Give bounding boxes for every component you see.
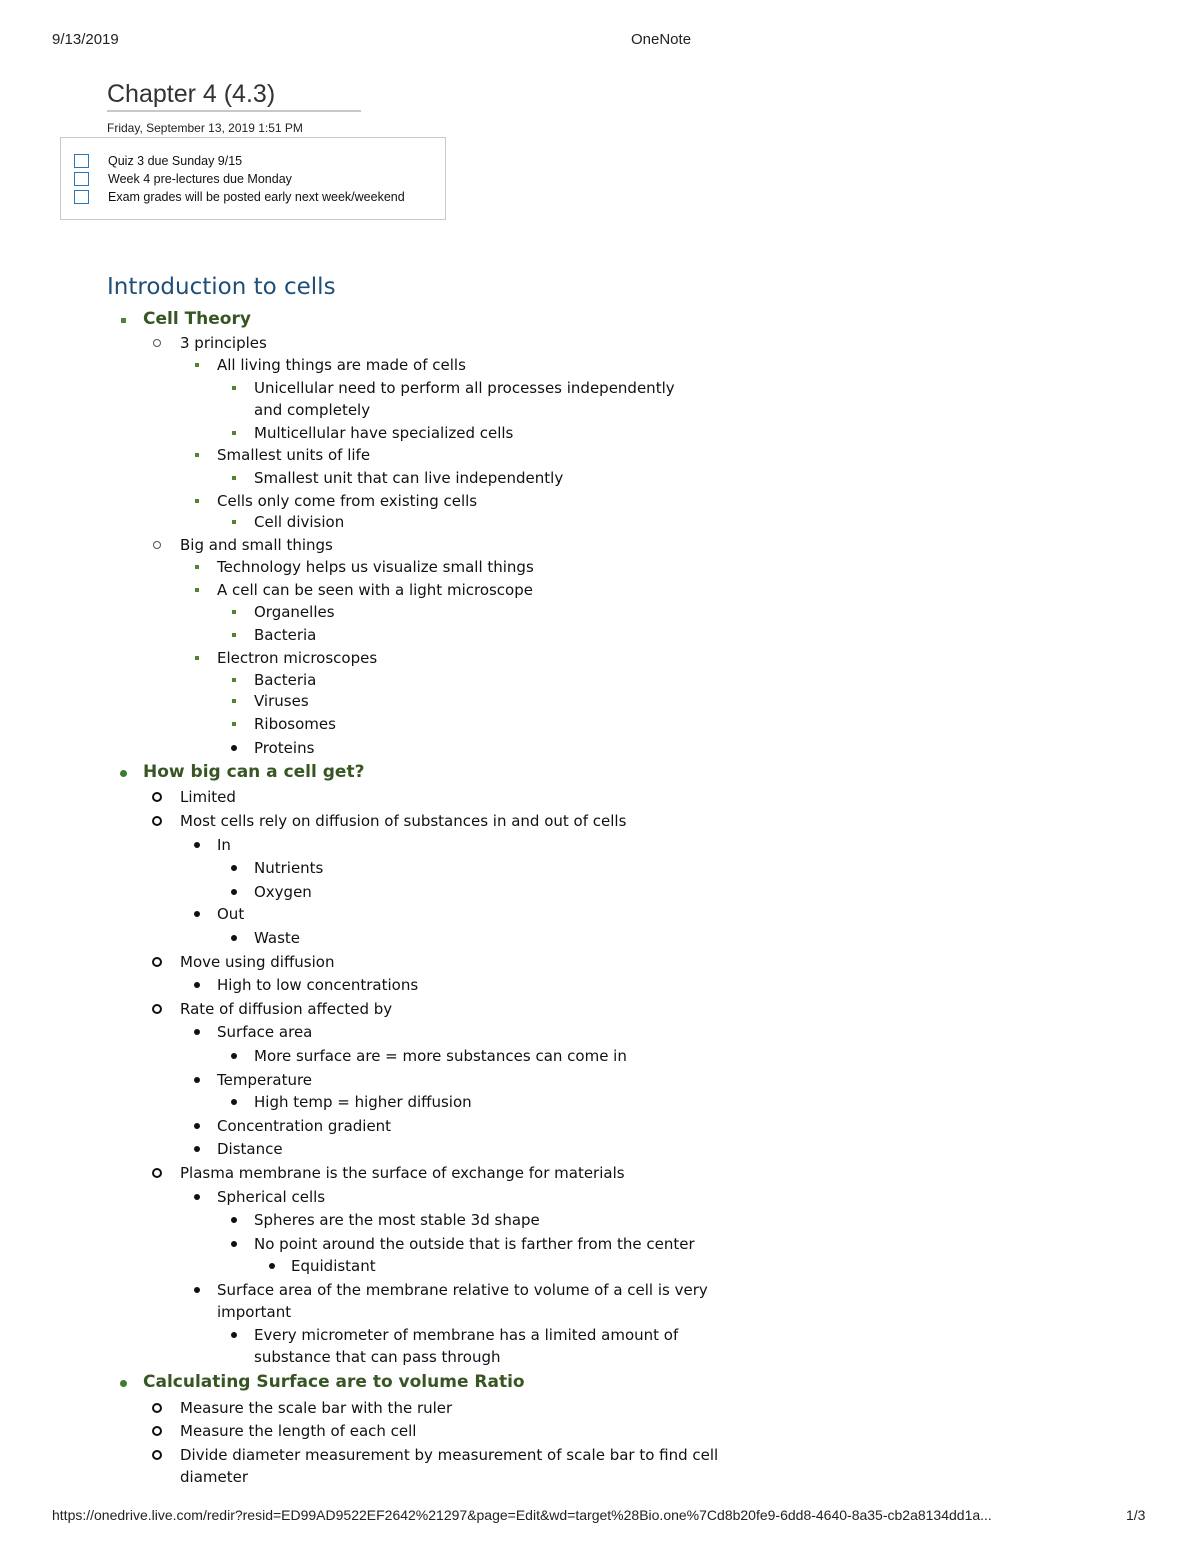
outline-item: Divide diameter measurement by measurement of scale bar to find cell diameter [180, 1446, 719, 1486]
outline-item: Cell division [254, 513, 345, 531]
page-title[interactable]: Chapter 4 (4.3) [107, 80, 276, 108]
bullet-marker [152, 1450, 162, 1460]
bullet-marker [121, 318, 126, 323]
checkbox[interactable] [74, 190, 89, 204]
outline-item: A cell can be seen with a light microscope [217, 581, 533, 599]
bullet-marker [231, 1217, 237, 1223]
bullet-marker [195, 453, 199, 457]
checkbox[interactable] [74, 172, 89, 186]
todo-label: Week 4 pre-lectures due Monday [108, 172, 292, 186]
outline-item: Spherical cells [217, 1188, 326, 1206]
bullet-marker [269, 1263, 275, 1269]
bullet-marker [194, 1194, 200, 1200]
outline-item: Unicellular need to perform all processes independently and completely [254, 379, 675, 419]
app-name: OneNote [631, 31, 692, 48]
outline-item: High temp = higher diffusion [254, 1093, 472, 1111]
todo-label: Exam grades will be posted early next week/weekend [108, 190, 405, 204]
outline-item: Spheres are the most stable 3d shape [254, 1211, 540, 1229]
outline-item: Multicellular have specialized cells [254, 424, 514, 442]
outline-item: Organelles [254, 603, 335, 621]
outline-item: Move using diffusion [180, 953, 335, 971]
outline-item: 3 principles [180, 334, 267, 352]
bullet-marker [194, 1146, 200, 1152]
outline-item: Measure the length of each cell [180, 1422, 417, 1440]
outline-item: In [217, 836, 231, 854]
outline-item: Smallest units of life [217, 446, 371, 464]
bullet-marker [195, 588, 199, 592]
todo-item [74, 152, 242, 170]
todo-list [60, 137, 446, 220]
bullet-marker [232, 610, 236, 614]
bullet-marker [195, 565, 199, 569]
bullet-marker [231, 865, 237, 871]
outline-item: Cells only come from existing cells [217, 492, 478, 510]
bullet-marker [232, 699, 236, 703]
bullet-marker [194, 1077, 200, 1083]
bullet-marker [232, 386, 236, 390]
outline-item: Out [217, 905, 245, 923]
bullet-marker [232, 520, 236, 524]
bullet-marker [152, 957, 162, 967]
bullet-marker [195, 363, 199, 367]
outline-heading: Cell Theory [143, 309, 251, 329]
bullet-marker [232, 476, 236, 480]
bullet-marker [152, 1426, 162, 1436]
outline-item: Waste [254, 929, 300, 947]
todo-item [74, 170, 292, 188]
bullet-marker [194, 1123, 200, 1129]
bullet-marker [232, 722, 236, 726]
bullet-marker [194, 982, 200, 988]
bullet-marker [194, 1287, 200, 1293]
bullet-marker [195, 499, 199, 503]
outline-item: Nutrients [254, 859, 324, 877]
bullet-marker [231, 1099, 237, 1105]
outline-item: Ribosomes [254, 715, 336, 733]
section-heading: Introduction to cells [107, 274, 336, 300]
outline-item: Surface area [217, 1023, 313, 1041]
bullet-marker [231, 889, 237, 895]
bullet-marker [153, 339, 161, 347]
bullet-marker [120, 770, 127, 777]
bullet-marker [231, 1241, 237, 1247]
outline-item: More surface are = more substances can come in [254, 1047, 627, 1065]
outline-item: Temperature [217, 1071, 313, 1089]
bullet-marker [195, 656, 199, 660]
outline-item: Rate of diffusion affected by [180, 1000, 393, 1018]
page-url: https://onedrive.live.com/redir?resid=ED99AD9522EF2642%21297&page=Edit&wd=target%28Bio.one%7Cd8b20fe9-6dd8-4640-8a35-cb2a8134dd1a... [52, 1507, 992, 1523]
todo-item [74, 188, 405, 206]
outline-item: Bacteria [254, 626, 317, 644]
title-underline [107, 110, 361, 112]
outline-item: High to low concentrations [217, 976, 419, 994]
bullet-marker [231, 935, 237, 941]
outline-item: Proteins [254, 739, 315, 757]
outline-item: Viruses [254, 692, 309, 710]
checkbox[interactable] [74, 154, 89, 168]
outline-item: Measure the scale bar with the ruler [180, 1399, 453, 1417]
bullet-marker [153, 541, 161, 549]
outline-item: Technology helps us visualize small things [217, 558, 534, 576]
bullet-marker [231, 1053, 237, 1059]
outline-heading: How big can a cell get? [143, 762, 365, 782]
bullet-marker [231, 745, 237, 751]
outline-item: Equidistant [291, 1257, 376, 1275]
outline-item: Big and small things [180, 536, 333, 554]
bullet-marker [152, 1168, 162, 1178]
bullet-marker [194, 842, 200, 848]
bullet-marker [231, 1332, 237, 1338]
bullet-marker [232, 431, 236, 435]
outline-heading: Calculating Surface are to volume Ratio [143, 1372, 525, 1392]
outline-item: Oxygen [254, 883, 312, 901]
bullet-marker [152, 816, 162, 826]
print-date: 9/13/2019 [52, 31, 119, 48]
outline-item: All living things are made of cells [217, 356, 466, 374]
outline-item: Concentration gradient [217, 1117, 392, 1135]
outline-item: Every micrometer of membrane has a limited amount of substance that can pass through [254, 1326, 679, 1366]
outline-item: Limited [180, 788, 236, 806]
bullet-marker [120, 1380, 127, 1387]
bullet-marker [152, 792, 162, 802]
outline-item: Distance [217, 1140, 283, 1158]
bullet-marker [152, 1403, 162, 1413]
outline-item: Surface area of the membrane relative to volume of a cell is very important [217, 1281, 708, 1321]
bullet-marker [194, 911, 200, 917]
bullet-marker [194, 1029, 200, 1035]
page-number: 1/3 [1126, 1507, 1146, 1523]
page-created-date: Friday, September 13, 2019 1:51 PM [107, 121, 303, 135]
bullet-marker [232, 633, 236, 637]
bullet-marker [152, 1004, 162, 1014]
outline-item: Bacteria [254, 671, 317, 689]
bullet-marker [232, 678, 236, 682]
outline-item: Electron microscopes [217, 649, 378, 667]
outline-item: No point around the outside that is farther from the center [254, 1235, 695, 1253]
outline-item: Smallest unit that can live independently [254, 469, 564, 487]
outline-item: Most cells rely on diffusion of substances in and out of cells [180, 812, 627, 830]
todo-label: Quiz 3 due Sunday 9/15 [108, 154, 243, 168]
outline-item: Plasma membrane is the surface of exchange for materials [180, 1164, 625, 1182]
